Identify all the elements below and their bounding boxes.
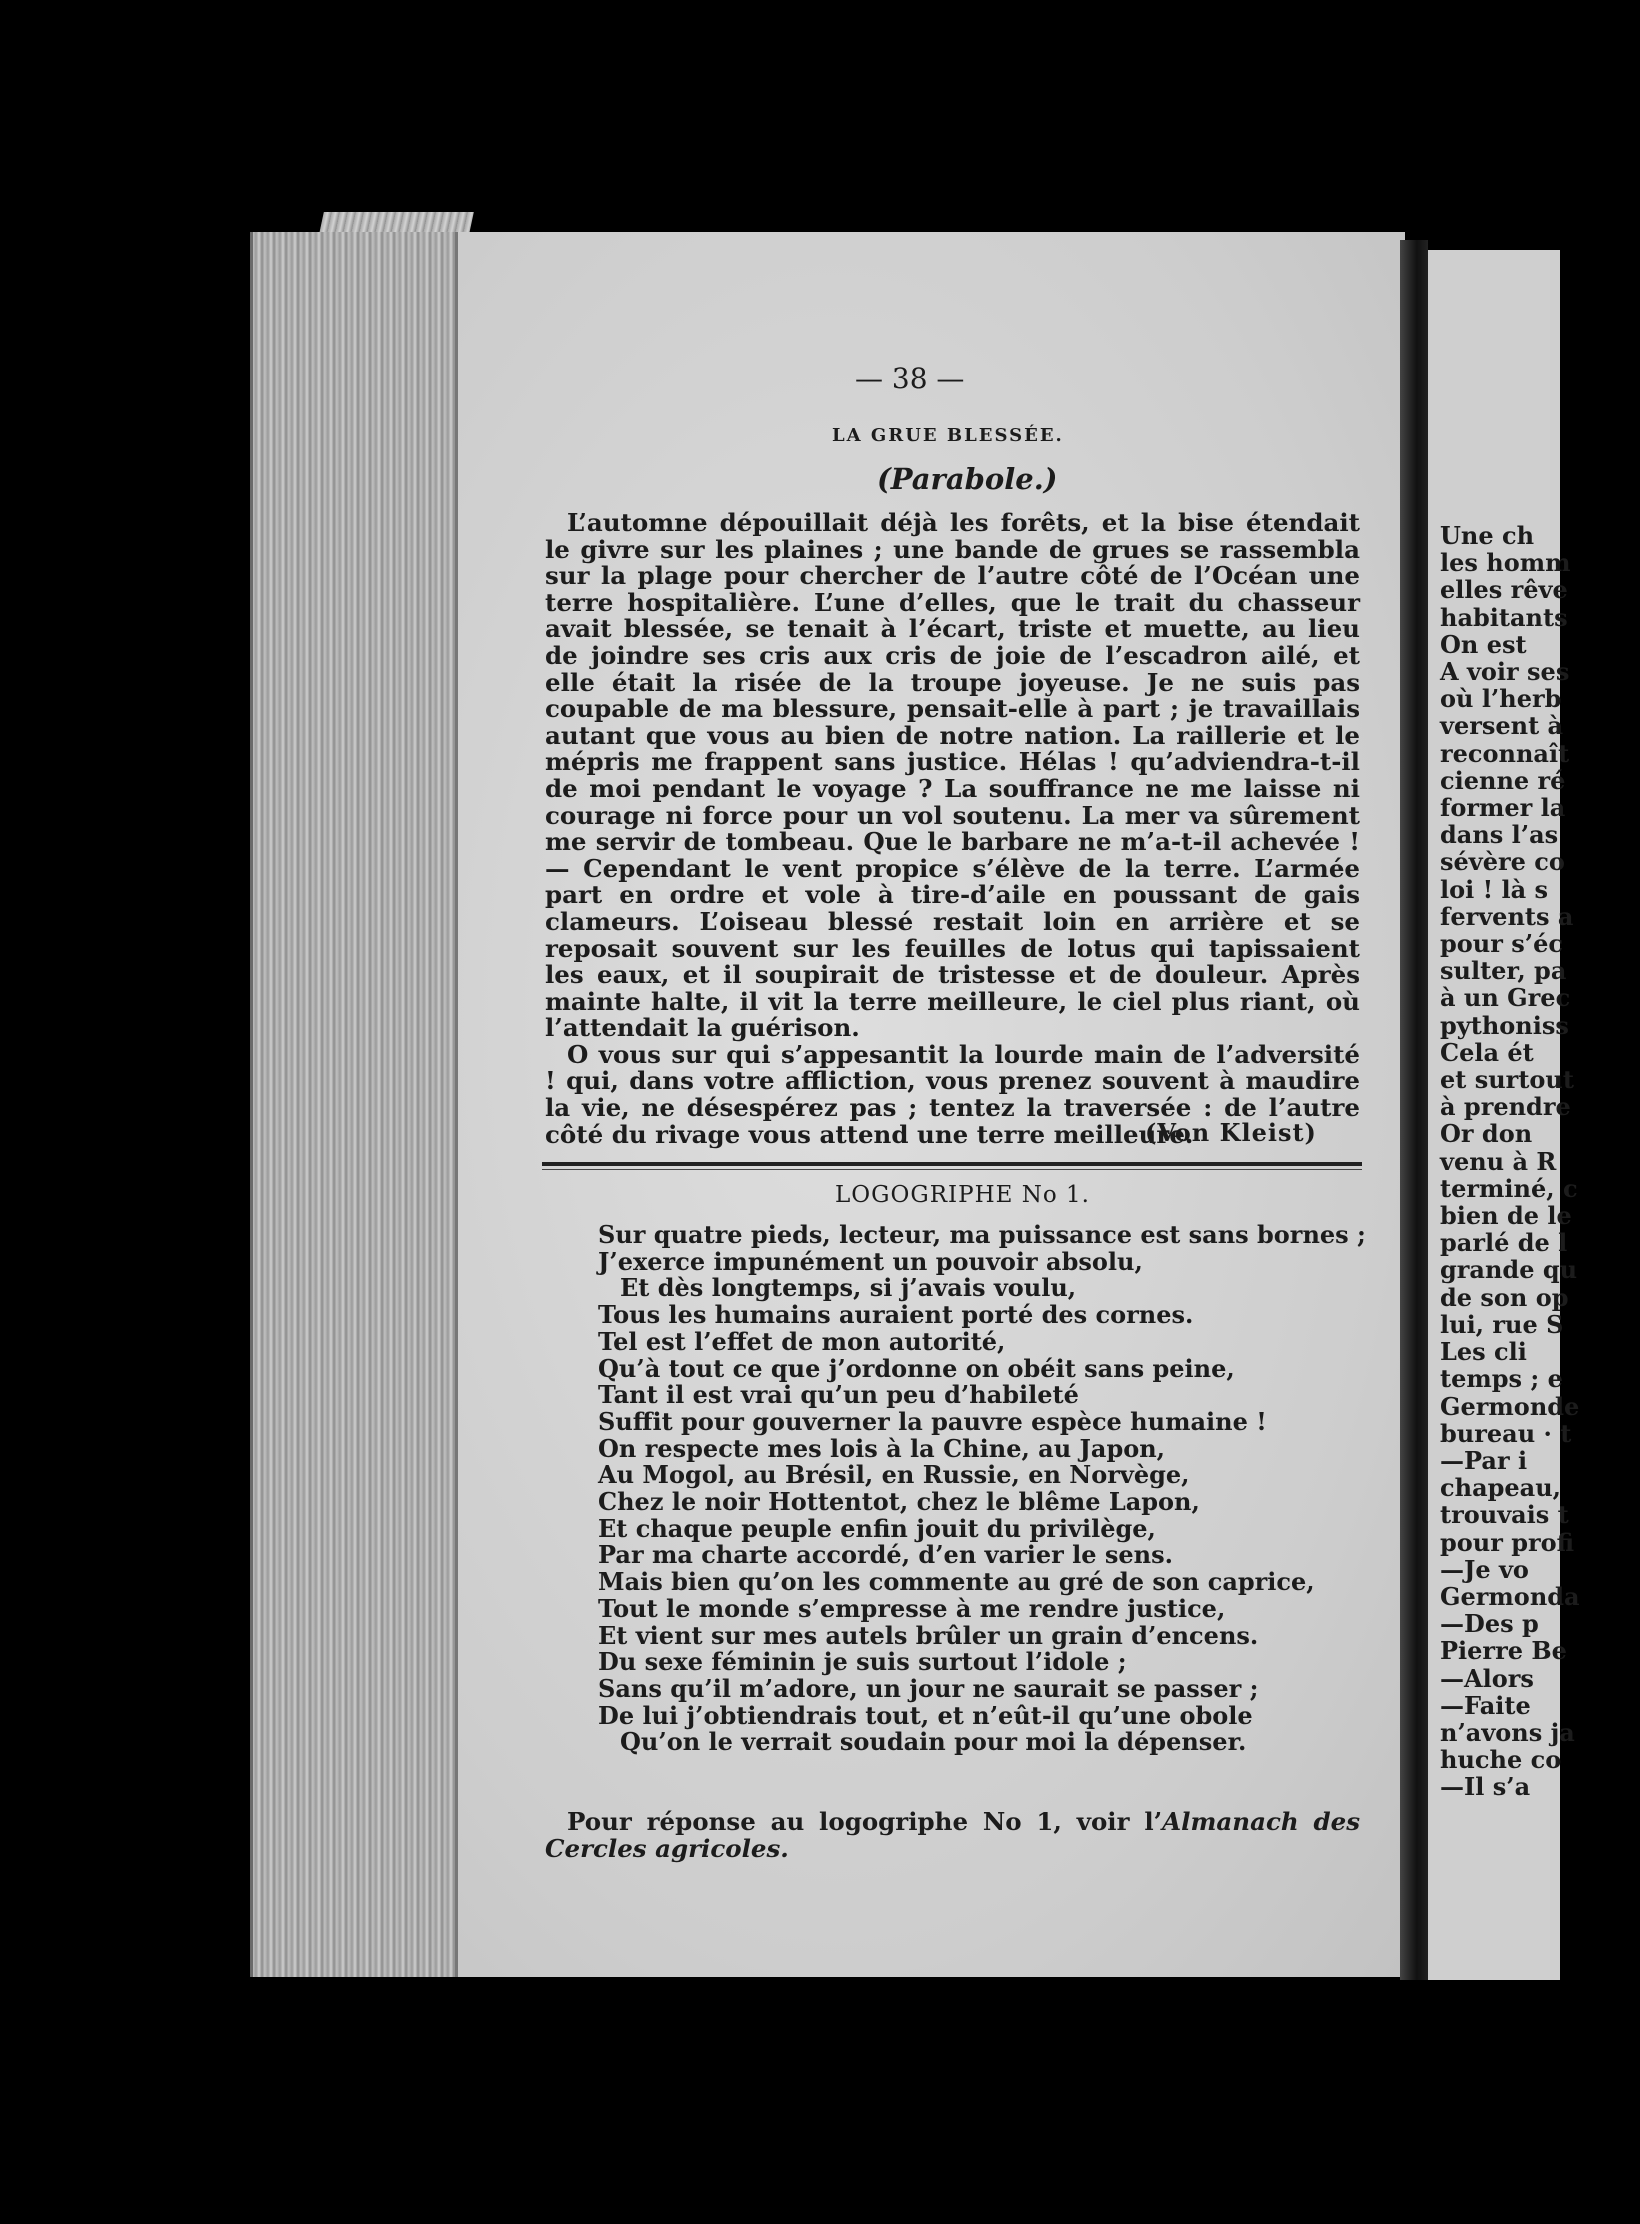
poem-line: Du sexe féminin je suis surtout l’idole ; bbox=[598, 1647, 1127, 1677]
right-page-line: sulter, pa bbox=[1440, 956, 1567, 986]
right-page-line: Germonda bbox=[1440, 1581, 1580, 1611]
right-page-line: pythoniss bbox=[1440, 1010, 1569, 1040]
right-page-line: dans l’as bbox=[1440, 820, 1559, 850]
right-page-line: former la bbox=[1440, 793, 1566, 823]
poem-line: Mais bien qu’on les commente au gré de son caprice, bbox=[598, 1567, 1315, 1597]
right-page-line: lui, rue S bbox=[1440, 1309, 1564, 1339]
right-page-line: les homm bbox=[1440, 548, 1571, 578]
poem-line: Qu’on le verrait soudain pour moi la dépenser. bbox=[620, 1727, 1247, 1757]
right-page-line: A voir ses bbox=[1440, 657, 1570, 687]
story-title: LA GRUE BLESSÉE. bbox=[832, 425, 1064, 446]
answer-prefix: Pour réponse au logogriphe No 1, voir l’ bbox=[567, 1807, 1163, 1836]
right-page-line: chapeau, bbox=[1440, 1473, 1562, 1503]
right-page-line: Une ch bbox=[1440, 521, 1535, 550]
section-divider bbox=[542, 1162, 1362, 1166]
right-page-line: n’avons ja bbox=[1440, 1717, 1575, 1747]
right-page-line: reconnaît bbox=[1440, 738, 1570, 768]
right-page-line: —Faite bbox=[1440, 1690, 1531, 1720]
logogriphe-poem bbox=[598, 1220, 1366, 1757]
poem-line: Qu’à tout ce que j’ordonne on obéit sans peine, bbox=[598, 1353, 1235, 1383]
right-page-line: Or don bbox=[1440, 1119, 1533, 1149]
right-page-line: pour profi bbox=[1440, 1527, 1575, 1557]
right-page-line: Germonde bbox=[1440, 1391, 1580, 1421]
right-page-line: —Par i bbox=[1440, 1445, 1528, 1475]
right-page-line: venu à R bbox=[1440, 1146, 1557, 1176]
page-edges-stack bbox=[250, 232, 468, 1977]
right-page-line: —Je vo bbox=[1440, 1554, 1529, 1584]
right-page-line: pour s’éc bbox=[1440, 929, 1563, 959]
poem-line: De lui j’obtiendrais tout, et n’eût-il qu’une obole bbox=[598, 1700, 1253, 1730]
logogriphe-answer bbox=[545, 1808, 1360, 1862]
answer-reference: Almanach des Cercles agricoles. bbox=[545, 1807, 1360, 1863]
story-author: (Von Kleist) bbox=[1145, 1118, 1317, 1147]
right-page-line: temps ; e bbox=[1440, 1364, 1563, 1394]
poem-line: On respecte mes lois à la Chine, au Japon, bbox=[598, 1433, 1166, 1463]
right-page-line: —Des p bbox=[1440, 1609, 1539, 1639]
poem-line: Tout le monde s’empresse à me rendre justice, bbox=[598, 1593, 1226, 1623]
book-gutter bbox=[1400, 240, 1428, 1980]
right-page-line: à un Grec bbox=[1440, 983, 1571, 1013]
story-subtitle: (Parabole.) bbox=[877, 462, 1058, 496]
right-page-line: fervents a bbox=[1440, 901, 1574, 931]
right-page-line: sévère co bbox=[1440, 847, 1565, 877]
right-page-text bbox=[1440, 522, 1640, 1801]
right-page-line: Pierre Be bbox=[1440, 1636, 1567, 1666]
right-page-line: et surtout bbox=[1440, 1065, 1574, 1095]
poem-line: J’exerce impunément un pouvoir absolu, bbox=[598, 1246, 1143, 1276]
right-page-line: On est bbox=[1440, 629, 1527, 659]
poem-line: Au Mogol, au Brésil, en Russie, en Norvège, bbox=[598, 1460, 1190, 1490]
story-body bbox=[545, 510, 1360, 1148]
story-paragraph: O vous sur qui s’appesantit la lourde main de l’adversité ! qui, dans votre affliction, vous prenez souvent à maudire la vie, ne désespérez pas ; tentez la traversée : de l’autre côté du rivage vous attend une terre meilleure. bbox=[545, 1039, 1360, 1149]
right-page-line: à prendre bbox=[1440, 1092, 1571, 1122]
right-page-line: grande qu bbox=[1440, 1255, 1578, 1285]
right-page-line: Les cli bbox=[1440, 1337, 1527, 1367]
right-page-line: parlé de l bbox=[1440, 1228, 1568, 1258]
right-page-line: elles rêve bbox=[1440, 575, 1568, 605]
poem-line: Tant il est vrai qu’un peu d’habileté bbox=[598, 1380, 1079, 1410]
right-page-line: Cela ét bbox=[1440, 1037, 1534, 1067]
right-page-line: versent à bbox=[1440, 711, 1564, 741]
right-page-line: habitants bbox=[1440, 602, 1568, 632]
right-page-line: bien de le bbox=[1440, 1201, 1572, 1231]
logogriphe-heading: LOGOGRIPHE No 1. bbox=[835, 1182, 1090, 1208]
right-page-line: —Il s’a bbox=[1440, 1772, 1531, 1802]
right-page-line: de son op bbox=[1440, 1282, 1569, 1312]
right-page-line: terminé, c bbox=[1440, 1173, 1578, 1203]
story-paragraph: L’automne dépouillait déjà les forêts, et la bise étendait le givre sur les plaines ; une bande de grues se rassembla sur la plage pour chercher de l’autre côté de l’Océan une terre hospitalière. L’une d’elles, que le trait du chasseur avait blessée, se tenait à l’écart, triste et muette, au lieu de joindre ses cris aux cris de joie de l’escadron ailé, et elle était la risée de la troupe joyeuse. Je ne suis pas coupable de ma blessure, pensait-elle à part ; je travaillais autant que vous au bien de notre nation. La raillerie et le mépris me frappent sans justice. Hélas ! qu’adviendra-t-il de moi pendant le voyage ? La souffrance ne me laisse ni courage ni force pour un vol soutenu. La mer va sûrement me servir de tombeau. Que le barbare ne m’a-t-il achevée ! — Cependant le vent propice s’élève de la terre. L’armée part en ordre et vole à tire-d’aile en poussant de gais clameurs. L’oiseau blessé restait loin en arrière et se reposait souvent sur les feuilles de lotus qui tapissaient les eaux, et il soupirait de tristesse et de douleur. Après mainte halte, il vit la terre meilleure, le ciel plus riant, où l’attendait la guérison. bbox=[545, 508, 1360, 1043]
right-page-line: huche co bbox=[1440, 1745, 1562, 1775]
right-page-line: bureau · t bbox=[1440, 1418, 1572, 1448]
poem-line: Tous les humains auraient porté des cornes. bbox=[598, 1300, 1194, 1330]
section-divider-thin bbox=[542, 1169, 1362, 1170]
right-page-line: —Alors bbox=[1440, 1663, 1534, 1693]
poem-line: Et vient sur mes autels brûler un grain d’encens. bbox=[598, 1620, 1259, 1650]
poem-line: Sur quatre pieds, lecteur, ma puissance est sans bornes ; bbox=[598, 1220, 1366, 1249]
right-page-line: loi ! là s bbox=[1440, 874, 1549, 904]
poem-line: Et chaque peuple enfin jouit du privilège, bbox=[598, 1513, 1156, 1543]
right-page-line: trouvais t bbox=[1440, 1500, 1569, 1530]
right-page-line: où l’herb bbox=[1440, 684, 1562, 714]
poem-line: Tel est l’effet de mon autorité, bbox=[598, 1326, 1006, 1356]
right-page-line: cienne ré bbox=[1440, 765, 1566, 795]
poem-line: Et dès longtemps, si j’avais voulu, bbox=[620, 1273, 1077, 1303]
poem-line: Chez le noir Hottentot, chez le blême Lapon, bbox=[598, 1487, 1200, 1517]
poem-line: Sans qu’il m’adore, un jour ne saurait se passer ; bbox=[598, 1673, 1259, 1703]
poem-line: Par ma charte accordé, d’en varier le sens. bbox=[598, 1540, 1173, 1570]
page-number: — 38 — bbox=[855, 362, 965, 395]
poem-line: Suffit pour gouverner la pauvre espèce humaine ! bbox=[598, 1406, 1267, 1436]
